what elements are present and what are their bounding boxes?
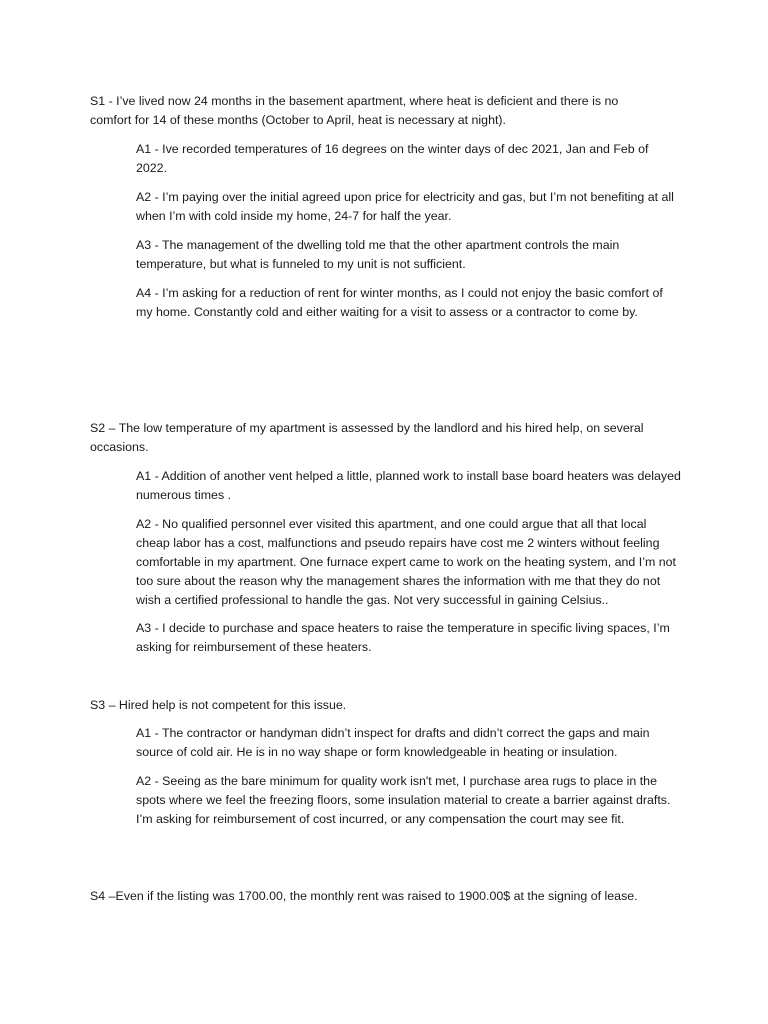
section-2-item-a1: A1 - Addition of another vent helped a little, planned work to install base board heaters was delayed numerous times .: [136, 469, 681, 502]
section-1-item-a2: A2 - I’m paying over the initial agreed upon price for electricity and gas, but I’m not benefiting at all when I’m with cold inside my home, 24-7 for half the year.: [136, 190, 674, 223]
section-3-item-a2: A2 - Seeing as the bare minimum for quality work isn't met, I purchase area rugs to place in the spots where we feel the freezing floors, some insulation material to create a barrier against drafts. I’m asking for reimbursement of cost incurred, or any compensation the court may see fit.: [136, 774, 671, 826]
section-1-item-a3: A3 - The management of the dwelling told me that the other apartment controls the main temperature, but what is funneled to my unit is not sufficient.: [136, 238, 620, 271]
section-1-heading: S1 - I’ve lived now 24 months in the basement apartment, where heat is deficient and there is no comfort for 14 of these months (October to April, heat is necessary at night).: [90, 94, 619, 127]
section-2-heading: S2 – The low temperature of my apartment is assessed by the landlord and his hired help, on several occasions.: [90, 421, 644, 454]
section-3-heading: S3 – Hired help is not competent for this issue.: [90, 698, 347, 712]
section-1-item-a1: A1 - Ive recorded temperatures of 16 degrees on the winter days of dec 2021, Jan and Feb of 2022.: [136, 142, 649, 175]
section-2-item-a2: A2 - No qualified personnel ever visited this apartment, and one could argue that all that local cheap labor has a cost, malfunctions and pseudo repairs have cost me 2 winters without feeling comfortable in my apartment. One furnace expert came to work on the heating system, and I’m not too sure about the reason why the management shares the information with me that they do not wish a certified professional to handle the gas. Not very successful in gaining Celsius..: [136, 517, 676, 607]
section-2-item-a3: A3 - I decide to purchase and space heaters to raise the temperature in specific living spaces, I’m asking for reimbursement of these heaters.: [136, 621, 670, 654]
section-3-item-a1: A1 - The contractor or handyman didn’t inspect for drafts and didn’t correct the gaps and main source of cold air. He is in no way shape or form knowledgeable in heating or insulation.: [136, 726, 650, 759]
section-4-heading: S4 –Even if the listing was 1700.00, the monthly rent was raised to 1900.00$ at the signing of lease.: [90, 889, 638, 903]
section-1-item-a4: A4 - I’m asking for a reduction of rent for winter months, as I could not enjoy the basic comfort of my home. Constantly cold and either waiting for a visit to assess or a contractor to come by.: [136, 286, 663, 319]
